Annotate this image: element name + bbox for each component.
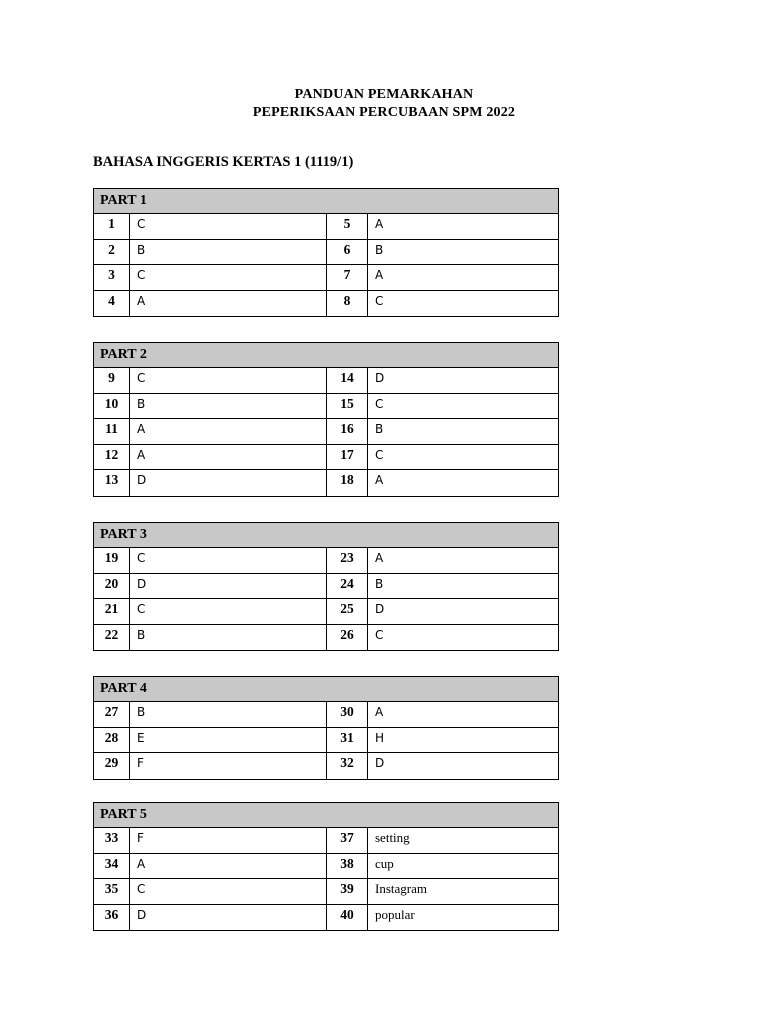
question-number: 5 bbox=[327, 214, 368, 239]
question-number: 4 bbox=[94, 291, 130, 317]
question-number: 25 bbox=[327, 599, 368, 624]
table-row bbox=[94, 419, 558, 445]
answer: B bbox=[130, 625, 327, 651]
answer: C bbox=[130, 599, 327, 624]
subject-heading: BAHASA INGGERIS KERTAS 1 (1119/1) bbox=[93, 154, 354, 170]
question-number: 34 bbox=[94, 854, 130, 879]
table-row bbox=[94, 470, 558, 496]
question-number: 29 bbox=[94, 753, 130, 779]
question-number: 31 bbox=[327, 728, 368, 753]
answer: A bbox=[130, 291, 327, 317]
question-number: 6 bbox=[327, 240, 368, 265]
table-row bbox=[94, 574, 558, 600]
table-row bbox=[94, 291, 558, 317]
answer: A bbox=[130, 445, 327, 470]
question-number: 28 bbox=[94, 728, 130, 753]
question-number: 16 bbox=[327, 419, 368, 444]
answer: A bbox=[375, 217, 384, 231]
answer: C bbox=[375, 447, 384, 462]
answer: C bbox=[130, 879, 327, 904]
question-number: 21 bbox=[94, 599, 130, 624]
table-row bbox=[94, 854, 558, 880]
answer: popular bbox=[375, 906, 415, 922]
table-row bbox=[94, 753, 558, 779]
table-row bbox=[94, 879, 558, 905]
part-4-table bbox=[93, 676, 559, 780]
answer: D bbox=[375, 371, 385, 385]
answer: A bbox=[375, 705, 384, 719]
table-row bbox=[94, 240, 558, 266]
question-number: 38 bbox=[327, 854, 368, 879]
question-number: 8 bbox=[327, 291, 368, 317]
answer: D bbox=[130, 905, 327, 931]
answer: A bbox=[130, 854, 327, 879]
answer: A bbox=[375, 268, 384, 283]
answer: setting bbox=[375, 830, 410, 845]
table-row bbox=[94, 702, 558, 728]
answer: C bbox=[375, 293, 384, 308]
table-row bbox=[94, 905, 558, 931]
answer: B bbox=[375, 576, 384, 591]
question-number: 22 bbox=[94, 625, 130, 651]
answer: C bbox=[375, 627, 384, 642]
table-row bbox=[94, 368, 558, 394]
question-number: 3 bbox=[94, 265, 130, 290]
question-number: 2 bbox=[94, 240, 130, 265]
question-number: 30 bbox=[327, 702, 368, 727]
question-number: 7 bbox=[327, 265, 368, 290]
question-number: 35 bbox=[94, 879, 130, 904]
document-title-line1: PANDUAN PEMARKAHAN bbox=[294, 87, 474, 102]
document-title-line2: PEPERIKSAAN PERCUBAAN SPM 2022 bbox=[252, 105, 516, 120]
question-number: 37 bbox=[327, 828, 368, 853]
answer: A bbox=[130, 419, 327, 444]
question-number: 12 bbox=[94, 445, 130, 470]
answer: D bbox=[375, 756, 385, 771]
answer: cup bbox=[375, 855, 394, 871]
answer: A bbox=[375, 473, 384, 488]
question-number: 40 bbox=[327, 905, 368, 931]
question-number: 24 bbox=[327, 574, 368, 599]
question-number: 20 bbox=[94, 574, 130, 599]
question-number: 1 bbox=[94, 214, 130, 239]
part-header: PART 2 bbox=[94, 343, 558, 368]
table-row bbox=[94, 548, 558, 574]
answer: D bbox=[130, 574, 327, 599]
question-number: 9 bbox=[94, 368, 130, 393]
question-number: 36 bbox=[94, 905, 130, 931]
question-number: 19 bbox=[94, 548, 130, 573]
answer: E bbox=[130, 728, 327, 753]
table-row bbox=[94, 445, 558, 471]
part-1-table bbox=[93, 188, 559, 317]
question-number: 27 bbox=[94, 702, 130, 727]
part-header: PART 5 bbox=[94, 803, 558, 828]
answer: C bbox=[130, 265, 327, 290]
question-number: 33 bbox=[94, 828, 130, 853]
table-row bbox=[94, 828, 558, 854]
answer: C bbox=[130, 548, 327, 573]
part-3-table bbox=[93, 522, 559, 651]
answer: Instagram bbox=[375, 881, 427, 897]
table-row bbox=[94, 599, 558, 625]
question-number: 32 bbox=[327, 753, 368, 779]
table-row bbox=[94, 728, 558, 754]
answer: A bbox=[375, 551, 384, 565]
answer: B bbox=[130, 240, 327, 265]
answer: F bbox=[130, 753, 327, 779]
question-number: 15 bbox=[327, 394, 368, 419]
question-number: 18 bbox=[327, 470, 368, 496]
question-number: 10 bbox=[94, 394, 130, 419]
question-number: 39 bbox=[327, 879, 368, 904]
answer: C bbox=[130, 214, 327, 239]
answer: B bbox=[375, 242, 384, 257]
table-row bbox=[94, 265, 558, 291]
answer: D bbox=[130, 470, 327, 496]
answer: B bbox=[375, 422, 384, 437]
question-number: 11 bbox=[94, 419, 130, 444]
part-2-table bbox=[93, 342, 559, 497]
answer: B bbox=[130, 394, 327, 419]
answer: H bbox=[375, 730, 385, 745]
question-number: 13 bbox=[94, 470, 130, 496]
table-row bbox=[94, 625, 558, 651]
part-5-table bbox=[93, 802, 559, 931]
answer: F bbox=[130, 828, 327, 853]
answer: D bbox=[375, 602, 385, 617]
part-header: PART 3 bbox=[94, 523, 558, 548]
part-header: PART 4 bbox=[94, 677, 558, 702]
part-header: PART 1 bbox=[94, 189, 558, 214]
question-number: 26 bbox=[327, 625, 368, 651]
table-row bbox=[94, 214, 558, 240]
table-row bbox=[94, 394, 558, 420]
answer: C bbox=[375, 396, 384, 411]
question-number: 17 bbox=[327, 445, 368, 470]
question-number: 23 bbox=[327, 548, 368, 573]
answer: C bbox=[130, 368, 327, 393]
question-number: 14 bbox=[327, 368, 368, 393]
answer: B bbox=[130, 702, 327, 727]
